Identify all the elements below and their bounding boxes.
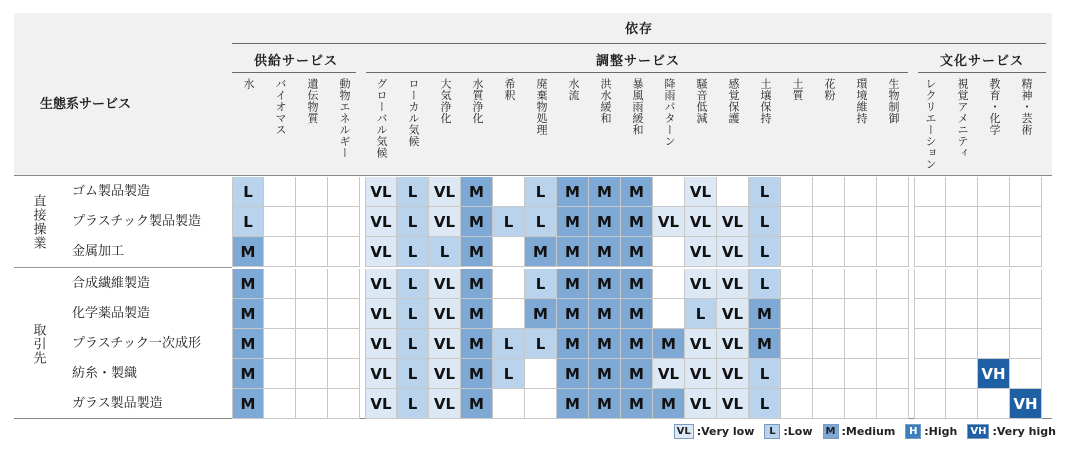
legend-very-low: VL :Very low [674, 424, 755, 439]
rating-cell: VL [685, 329, 717, 359]
group-title-provisioning: 供給サービス [253, 54, 338, 69]
rating-cell: VL [717, 359, 749, 389]
rating-cell: L [397, 329, 429, 359]
rating-cell: M [557, 329, 589, 359]
empty-cell [328, 207, 360, 237]
empty-cell [1010, 207, 1042, 237]
rating-cell: M [749, 299, 781, 329]
rating-cell: M [621, 359, 653, 389]
empty-cell [845, 207, 877, 237]
empty-cell [525, 359, 557, 389]
empty-cell [328, 329, 360, 359]
rating-cell: L [749, 207, 781, 237]
rating-cell: VL [365, 207, 397, 237]
column-header-5: ローカル気候 [407, 78, 420, 147]
legend-medium: M :Medium [823, 424, 896, 439]
dependency-title: 依存 [624, 22, 653, 37]
rating-cell: M [557, 177, 589, 207]
group-rule-cultural [918, 72, 1046, 73]
empty-cell [978, 269, 1010, 299]
rating-cell: L [232, 207, 264, 237]
legend-swatch-very-high: VH [967, 424, 989, 439]
rating-cell: L [493, 207, 525, 237]
rating-cell: M [461, 359, 493, 389]
rating-cell: M [461, 299, 493, 329]
column-header-23: 教育・化学 [988, 78, 1001, 136]
rating-cell: M [232, 269, 264, 299]
rating-cell: VL [653, 207, 685, 237]
empty-cell [813, 389, 845, 419]
empty-cell [781, 359, 813, 389]
rating-cell: M [589, 299, 621, 329]
column-header-6: 大気浄化 [439, 78, 452, 124]
row-label: プラスチック一次成形 [72, 336, 201, 351]
rating-cell: M [461, 389, 493, 419]
rating-cell: VL [717, 329, 749, 359]
rating-cell: VH [1010, 389, 1042, 419]
empty-cell [946, 269, 978, 299]
row-group-direct-operations: 直接操業 [30, 194, 46, 250]
row-label: ゴム製品製造 [72, 184, 151, 199]
row-group-suppliers: 取引先 [30, 323, 46, 365]
empty-cell [781, 299, 813, 329]
rating-cell: M [557, 359, 589, 389]
empty-cell [914, 177, 946, 207]
rating-cell: M [589, 237, 621, 267]
column-header-18: 花粉 [823, 78, 836, 101]
rating-cell: M [589, 359, 621, 389]
empty-cell [264, 389, 296, 419]
column-header-3: 動物エネルギー [338, 78, 351, 159]
rating-cell: M [461, 269, 493, 299]
group-rule-provisioning [232, 72, 356, 73]
column-header-9: 廃棄物処理 [535, 78, 548, 136]
rating-cell: VL [429, 299, 461, 329]
empty-cell [264, 359, 296, 389]
empty-cell [493, 269, 525, 299]
rating-cell: L [525, 269, 557, 299]
column-header-10: 水流 [567, 78, 580, 101]
empty-cell [877, 359, 909, 389]
rating-cell: M [653, 389, 685, 419]
rating-cell: VL [365, 269, 397, 299]
group-rule-regulating [366, 72, 908, 73]
column-header-1: バイオマス [274, 78, 287, 136]
legend-low: L :Low [764, 424, 812, 439]
empty-cell [264, 207, 296, 237]
empty-cell [328, 177, 360, 207]
column-header-2: 遺伝物質 [306, 78, 319, 124]
rating-cell: L [397, 207, 429, 237]
column-header-4: グローバル気候 [375, 78, 388, 159]
rating-cell: M [621, 177, 653, 207]
rating-cell: L [749, 269, 781, 299]
rating-cell: VL [429, 359, 461, 389]
rating-cell: M [232, 359, 264, 389]
empty-cell [813, 329, 845, 359]
rating-cell: L [749, 389, 781, 419]
rating-cell: VL [429, 177, 461, 207]
rating-cell: M [557, 207, 589, 237]
empty-cell [781, 329, 813, 359]
empty-cell [653, 237, 685, 267]
empty-cell [493, 177, 525, 207]
empty-cell [328, 299, 360, 329]
rating-cell: VL [717, 269, 749, 299]
column-header-22: 視覚アメニティ [956, 78, 969, 159]
rating-cell: VL [429, 207, 461, 237]
empty-cell [877, 329, 909, 359]
empty-cell [978, 389, 1010, 419]
empty-cell [877, 269, 909, 299]
empty-cell [946, 237, 978, 267]
rating-cell: M [621, 329, 653, 359]
empty-cell [845, 269, 877, 299]
empty-cell [978, 177, 1010, 207]
row-label: 化学薬品製造 [72, 306, 151, 321]
empty-cell [978, 329, 1010, 359]
empty-cell [296, 177, 328, 207]
rating-cell: VL [365, 299, 397, 329]
empty-cell [978, 299, 1010, 329]
rating-cell: M [461, 237, 493, 267]
empty-cell [296, 389, 328, 419]
rating-cell: M [621, 237, 653, 267]
rating-cell: VL [717, 299, 749, 329]
empty-cell [781, 177, 813, 207]
rating-cell: M [232, 237, 264, 267]
empty-cell [296, 207, 328, 237]
empty-cell [264, 177, 296, 207]
column-header-12: 暴風雨緩和 [631, 78, 644, 136]
row-label: 紡糸・製織 [72, 366, 138, 381]
rating-cell: M [589, 389, 621, 419]
empty-cell [493, 299, 525, 329]
empty-cell [845, 237, 877, 267]
column-header-7: 水質浄化 [471, 78, 484, 124]
rating-cell: VL [685, 177, 717, 207]
empty-cell [813, 237, 845, 267]
empty-cell [978, 207, 1010, 237]
empty-cell [328, 269, 360, 299]
column-header-11: 洪水緩和 [599, 78, 612, 124]
rating-cell: M [525, 237, 557, 267]
rating-cell: M [621, 207, 653, 237]
empty-cell [877, 299, 909, 329]
rating-cell: L [525, 329, 557, 359]
rating-cell: M [621, 299, 653, 329]
empty-cell [296, 237, 328, 267]
empty-cell [914, 269, 946, 299]
empty-cell [946, 177, 978, 207]
empty-cell [493, 389, 525, 419]
empty-cell [328, 389, 360, 419]
empty-cell [717, 177, 749, 207]
rating-cell: L [525, 207, 557, 237]
empty-cell [845, 329, 877, 359]
empty-cell [525, 389, 557, 419]
legend-swatch-very-low: VL [674, 424, 694, 439]
empty-cell [813, 359, 845, 389]
group-title-cultural: 文化サービス [939, 54, 1024, 69]
rating-cell: M [525, 299, 557, 329]
rating-cell: L [397, 177, 429, 207]
rating-cell: M [653, 329, 685, 359]
rating-cell: L [429, 237, 461, 267]
rating-cell: VL [717, 237, 749, 267]
empty-cell [813, 177, 845, 207]
empty-cell [328, 359, 360, 389]
rating-cell: VL [365, 329, 397, 359]
header-bottom-rule [14, 175, 1052, 176]
rating-cell: M [232, 299, 264, 329]
rating-cell: M [461, 177, 493, 207]
empty-cell [845, 389, 877, 419]
empty-cell [946, 389, 978, 419]
rating-cell: VL [685, 207, 717, 237]
rating-cell: M [557, 389, 589, 419]
empty-cell [296, 359, 328, 389]
rating-cell: L [525, 177, 557, 207]
empty-cell [296, 299, 328, 329]
rating-cell: M [621, 269, 653, 299]
rating-cell: VL [429, 269, 461, 299]
empty-cell [264, 299, 296, 329]
empty-cell [914, 359, 946, 389]
empty-cell [781, 237, 813, 267]
empty-cell [296, 329, 328, 359]
rating-cell: L [749, 237, 781, 267]
rating-cell: VL [717, 207, 749, 237]
column-header-0: 水 [242, 78, 255, 90]
legend-swatch-medium: M [823, 424, 839, 439]
column-header-13: 降雨パターン [663, 78, 676, 147]
rating-cell: M [557, 269, 589, 299]
rating-cell: L [397, 237, 429, 267]
column-header-21: レクリエーション [924, 78, 937, 170]
rating-cell: M [461, 329, 493, 359]
rating-cell: L [749, 177, 781, 207]
rating-cell: L [493, 329, 525, 359]
rating-cell: M [557, 299, 589, 329]
rating-cell: L [397, 389, 429, 419]
column-header-15: 感覚保護 [727, 78, 740, 124]
rating-cell: L [232, 177, 264, 207]
rating-cell: L [397, 299, 429, 329]
empty-cell [1010, 299, 1042, 329]
empty-cell [845, 177, 877, 207]
rating-cell: M [557, 237, 589, 267]
rating-cell: VL [365, 389, 397, 419]
rating-cell: VL [365, 237, 397, 267]
rating-cell: M [589, 177, 621, 207]
empty-cell [653, 269, 685, 299]
row-label: ガラス製品製造 [72, 396, 163, 411]
empty-cell [877, 389, 909, 419]
rating-cell: M [232, 329, 264, 359]
empty-cell [845, 299, 877, 329]
column-header-8: 希釈 [503, 78, 516, 101]
ecosystem-services-label: 生態系サービス [40, 97, 132, 112]
rating-cell: M [589, 207, 621, 237]
rating-cell: M [621, 389, 653, 419]
rating-cell: VL [429, 329, 461, 359]
legend-very-high: VH :Very high [967, 424, 1056, 439]
group-title-regulating: 調整サービス [595, 54, 680, 69]
rating-cell: VH [978, 359, 1010, 389]
legend-swatch-low: L [764, 424, 780, 439]
column-header-17: 土質 [791, 78, 804, 101]
empty-cell [781, 269, 813, 299]
column-header-16: 土壌保持 [759, 78, 772, 124]
rating-cell: M [232, 389, 264, 419]
empty-cell [653, 177, 685, 207]
rating-cell: L [685, 299, 717, 329]
empty-cell [781, 207, 813, 237]
empty-cell [946, 299, 978, 329]
rating-cell: M [749, 329, 781, 359]
empty-cell [914, 329, 946, 359]
rating-cell: L [397, 359, 429, 389]
empty-cell [1010, 177, 1042, 207]
empty-cell [781, 389, 813, 419]
rating-cell: VL [685, 359, 717, 389]
empty-cell [978, 237, 1010, 267]
empty-cell [264, 269, 296, 299]
empty-cell [914, 237, 946, 267]
rating-cell: VL [685, 237, 717, 267]
rating-cell: VL [717, 389, 749, 419]
rating-cell: VL [365, 177, 397, 207]
empty-cell [1010, 359, 1042, 389]
row-label: プラスチック製品製造 [72, 214, 201, 229]
column-header-24: 精神・芸術 [1020, 78, 1033, 136]
rating-cell: VL [653, 359, 685, 389]
empty-cell [328, 237, 360, 267]
column-header-14: 騒音低減 [695, 78, 708, 124]
rating-cell: M [461, 207, 493, 237]
legend-high: H :High [905, 424, 957, 439]
column-header-19: 環境維持 [855, 78, 868, 124]
empty-cell [813, 207, 845, 237]
empty-cell [914, 389, 946, 419]
rating-cell: VL [365, 359, 397, 389]
empty-cell [813, 299, 845, 329]
rating-cell: L [397, 269, 429, 299]
empty-cell [1010, 237, 1042, 267]
empty-cell [813, 269, 845, 299]
empty-cell [493, 237, 525, 267]
dependency-rule [232, 43, 1046, 44]
empty-cell [946, 207, 978, 237]
rating-cell: L [749, 359, 781, 389]
legend [674, 424, 1056, 439]
rating-cell: L [493, 359, 525, 389]
group-divider [14, 267, 232, 268]
empty-cell [877, 237, 909, 267]
rating-cell: VL [429, 389, 461, 419]
rating-cell: M [589, 269, 621, 299]
rating-cell: VL [685, 389, 717, 419]
empty-cell [914, 207, 946, 237]
rating-cell: M [589, 329, 621, 359]
empty-cell [1010, 329, 1042, 359]
legend-swatch-high: H [905, 424, 921, 439]
empty-cell [653, 299, 685, 329]
empty-cell [845, 359, 877, 389]
empty-cell [264, 237, 296, 267]
empty-cell [264, 329, 296, 359]
empty-cell [296, 269, 328, 299]
empty-cell [877, 207, 909, 237]
column-header-20: 生物制御 [887, 78, 900, 124]
row-label: 合成繊維製造 [72, 276, 151, 291]
empty-cell [914, 299, 946, 329]
rating-cell: VL [685, 269, 717, 299]
empty-cell [1010, 269, 1042, 299]
empty-cell [946, 329, 978, 359]
row-label: 金属加工 [72, 244, 125, 259]
empty-cell [946, 359, 978, 389]
empty-cell [877, 177, 909, 207]
